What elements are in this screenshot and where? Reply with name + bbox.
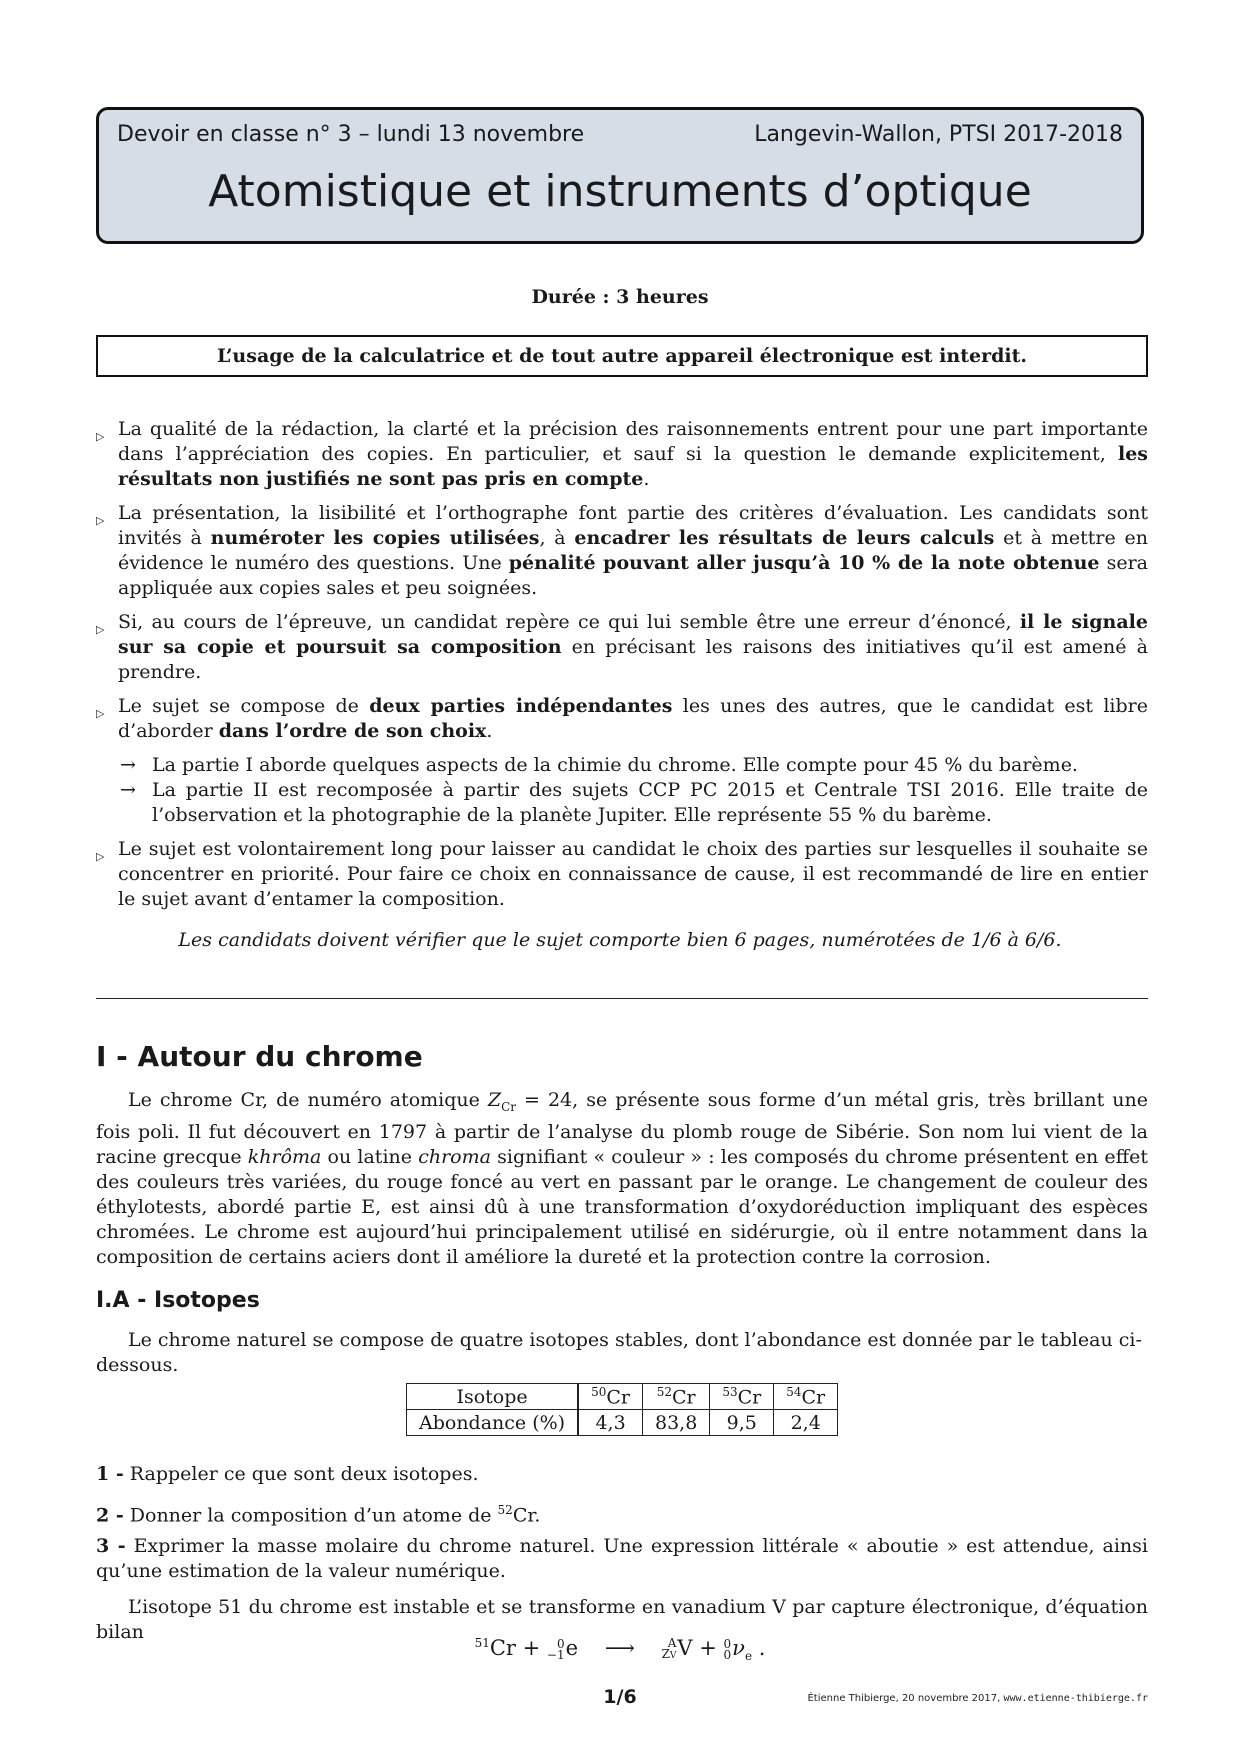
instruction-item: ▷ La présentation, la lisibilité et l’orthographe font partie des critères d’évaluation. Les candidats sont invités à numéroter les copies utilisées, à encadrer les résultats de leurs calculs et à mettre en évidence le numéro des questions. Une pénalité pouvant aller jusqu’à 10 % de la note obtenue sera appliquée aux copies sales et peu soignées. <box>96 502 1148 599</box>
question-3: 3 - Exprimer la masse molaire du chrome naturel. Une expression littérale « aboutie » est attendue, ainsi qu’une estimation de la valeur numérique. <box>96 1535 1148 1582</box>
document-title: Atomistique et instruments d’optique <box>208 166 1032 217</box>
equation: $^{51}$Cr + 0 −1e ⟶ A ZVV + 0 $0\nu_e$ . <box>474 1635 766 1664</box>
stack-electron: 0 −1 <box>546 1636 565 1662</box>
isotope-cell: $^{54}$Cr <box>774 1384 838 1410</box>
triangle-bullet-icon: ▷ <box>96 623 105 636</box>
header-school-info: Langevin-Wallon, PTSI 2017-2018 <box>754 122 1123 147</box>
page-number: 1/6 <box>603 1686 637 1708</box>
question-1: 1 - Rappeler ce que sont deux isotopes. <box>96 1463 479 1485</box>
right-arrow-icon: → <box>120 754 136 776</box>
abundance-cell: 4,3 <box>578 1410 642 1436</box>
instruction-item: ▷ Le sujet se compose de deux parties indépendantes les unes des autres, que le candidat est libre d’aborder dans l’ordre de son choix. <box>96 695 1148 742</box>
divider <box>96 998 1148 999</box>
header-box <box>96 107 1144 244</box>
subsection-paragraph: Le chrome naturel se compose de quatre isotopes stables, dont l’abondance est donnée par le tableau ci-dessous. <box>96 1329 1142 1376</box>
right-arrow-icon: → <box>120 779 136 801</box>
instruction-subitem: → La partie I aborde quelques aspects de la chimie du chrome. Elle compte pour 45 % du barème. <box>120 754 1078 776</box>
isotope-cell: $^{50}$Cr <box>578 1384 642 1410</box>
footer: Étienne Thibierge, 20 novembre 2017, www.etienne-thibierge.fr <box>807 1693 1148 1704</box>
isotope-table <box>406 1383 838 1436</box>
header-exam-info: Devoir en classe n° 3 – lundi 13 novembre <box>117 122 585 147</box>
section-title: I - Autour du chrome <box>96 1040 423 1073</box>
instruction-item: ▷ Si, au cours de l’épreuve, un candidat repère ce qui lui semble être une erreur d’énoncé, il le signale sur sa copie et poursuit sa composition en précisant les raisons des initiatives qu’il est amené à prendre. <box>96 611 1148 683</box>
table-row <box>407 1410 838 1436</box>
calculator-notice: L’usage de la calculatrice et de tout autre appareil électronique est interdit. <box>96 335 1148 377</box>
table-header-cell: Isotope <box>407 1384 579 1410</box>
subsection-title: I.A - Isotopes <box>96 1288 260 1313</box>
footer-url[interactable]: www.etienne-thibierge.fr <box>1003 1693 1148 1704</box>
section-paragraph: Le chrome Cr, de numéro atomique $Z_{Cr} = 24$, se présente sous forme d’un métal gris, très brillant une fois poli. Il fut découvert en 1797 à partir de l’analyse du plomb rouge de Sibérie. Son nom lui vient de la racine grecque khrôma ou latine chroma signifiant « couleur » : les composés du chrome présentent en effet des couleurs très variées, du rouge foncé au vert en passant par le orange. Le changement de couleur des éthylotests, abordé partie E, est ainsi dû à une transformation d’oxydoréduction impliquant des espèces chromées. Le chrome est aujourd’hui principalement utilisé en sidérurgie, où il entre notamment dans la composition de certains aciers dont il améliore la dureté et la protection contre la corrosion. <box>96 1089 1148 1268</box>
pages-note: Les candidats doivent vérifier que le sujet comporte bien 6 pages, numérotées de 1/6 à 6/6. <box>178 929 1062 951</box>
triangle-bullet-icon: ▷ <box>96 514 105 527</box>
duration: Durée : 3 heures <box>531 286 709 308</box>
isotope-cell: $^{53}$Cr <box>710 1384 774 1410</box>
triangle-bullet-icon: ▷ <box>96 430 105 443</box>
stack-neutrino: 0 0 <box>723 1636 732 1662</box>
instructions-list <box>96 417 1148 921</box>
instruction-item: ▷ Le sujet est volontairement long pour laisser au candidat le choix des parties sur lesquelles il souhaite se concentrer en priorité. Pour faire ce choix en connaissance de cause, il est recommandé de lire en entier le sujet avant d’entamer la composition. <box>96 838 1148 910</box>
reaction-arrow: ⟶ <box>604 1636 635 1660</box>
abundance-cell: 2,4 <box>774 1410 838 1436</box>
stack-vanadium: A ZV <box>661 1635 677 1661</box>
abundance-cell: 9,5 <box>710 1410 774 1436</box>
triangle-bullet-icon: ▷ <box>96 707 105 720</box>
paragraph-isotope-51: L’isotope 51 du chrome est instable et se transforme en vanadium V par capture électronique, d’équation bilan <box>96 1596 1148 1643</box>
question-2: 2 - Donner la composition d’un atome de $^{52}$Cr. <box>96 1503 541 1527</box>
instruction-item: ▷ La qualité de la rédaction, la clarté et la précision des raisonnements entrent pour une part importante dans l’appréciation des copies. En particulier, et sauf si la question le demande explicitement, les résultats non justifiés ne sont pas pris en compte. <box>96 418 1148 490</box>
triangle-bullet-icon: ▷ <box>96 850 105 863</box>
table-row <box>407 1384 838 1410</box>
instruction-subitem: → La partie II est recomposée à partir des sujets CCP PC 2015 et Centrale TSI 2016. Elle traite de l’observation et la photographie de la planète Jupiter. Elle représente 55 % du barème. <box>120 779 1148 826</box>
abundance-cell: 83,8 <box>643 1410 710 1436</box>
table-header-cell: Abondance (%) <box>407 1410 579 1436</box>
isotope-cell: $^{52}$Cr <box>643 1384 710 1410</box>
